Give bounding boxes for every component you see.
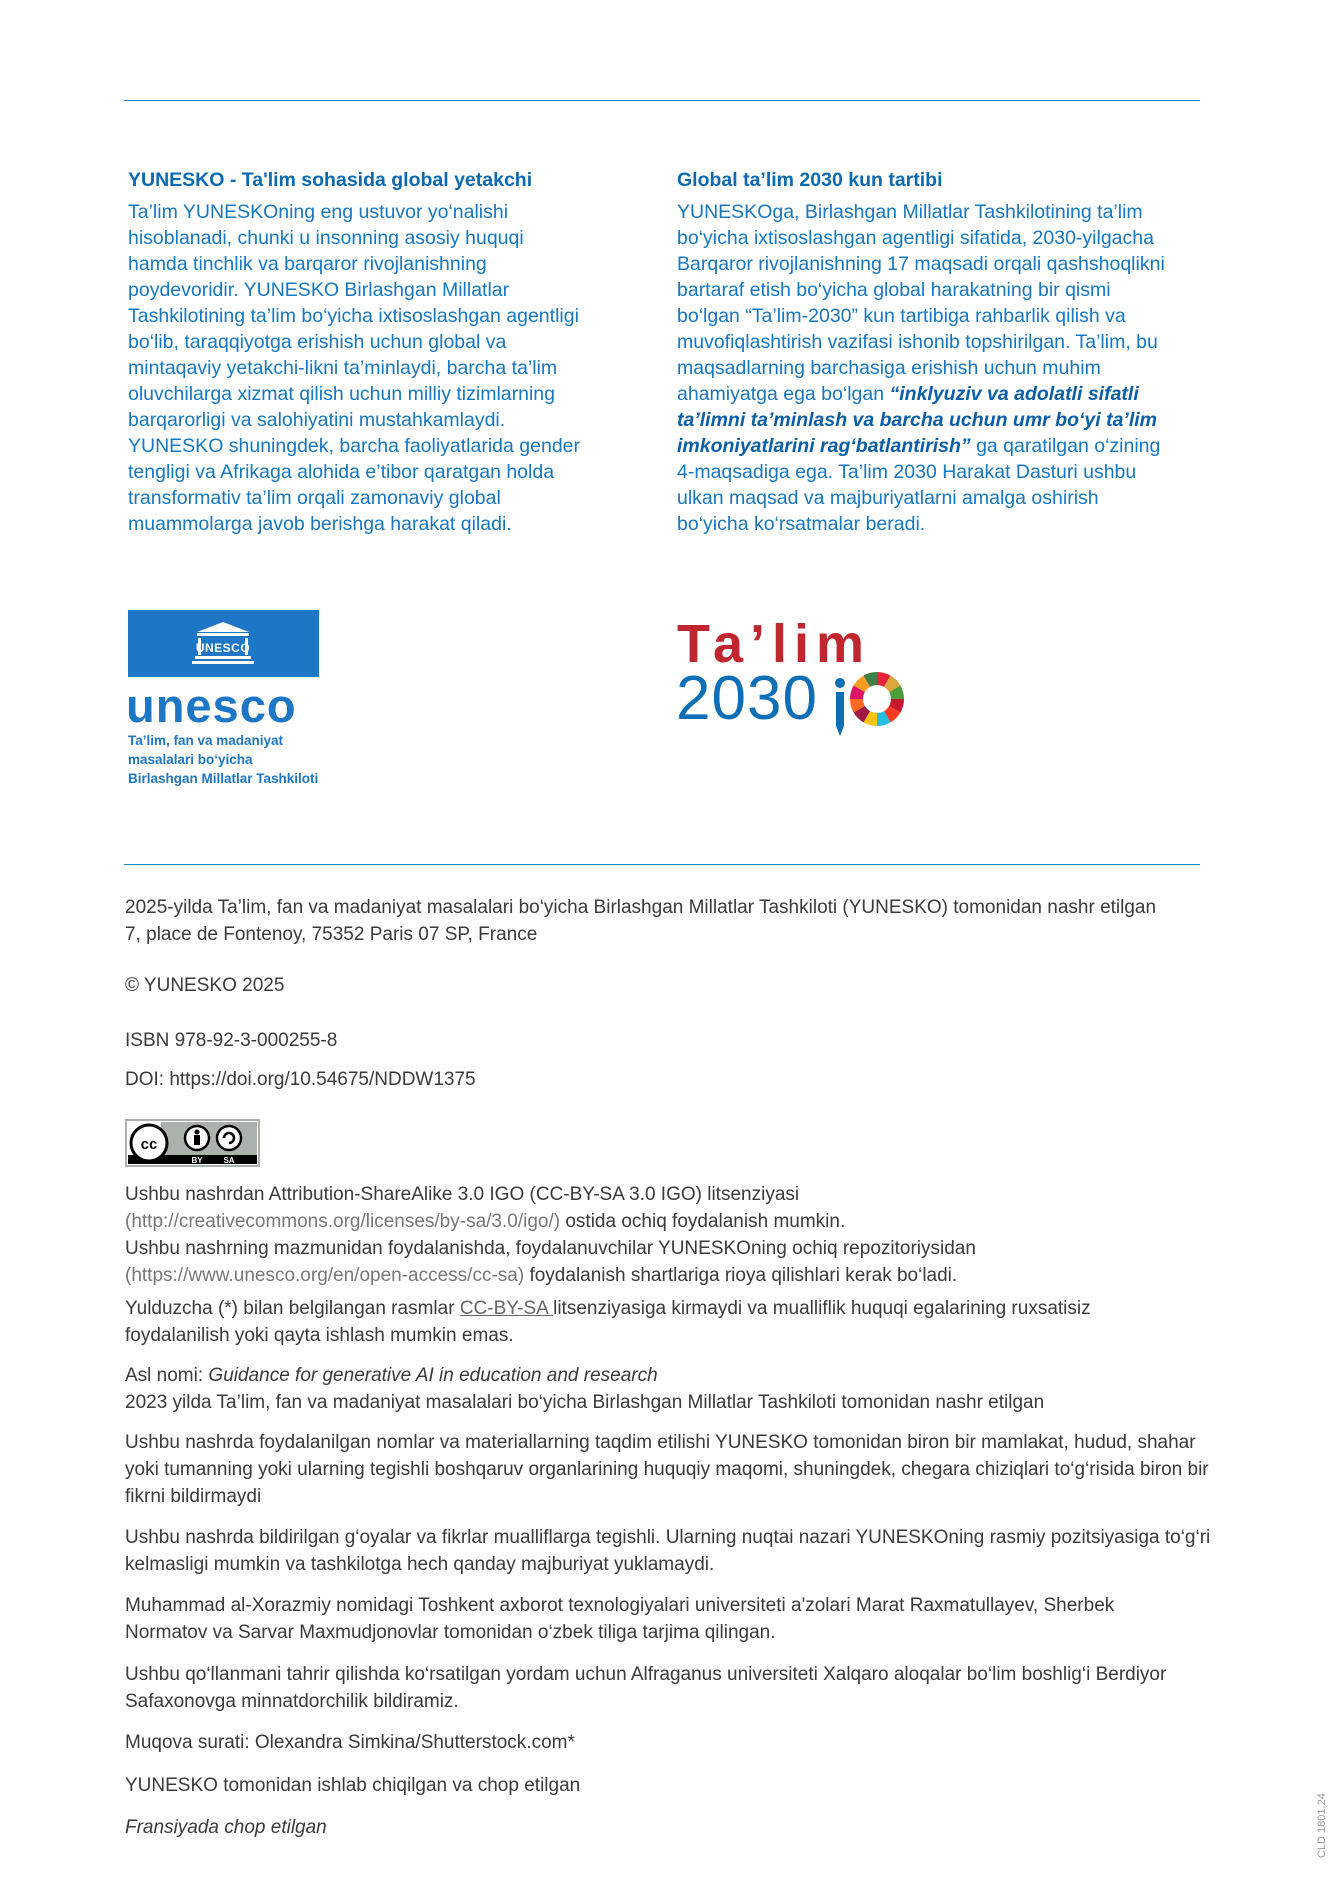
license-line4: foydalanish shartlariga rioya qilishlari kerak bo‘ladi.: [524, 1265, 958, 1286]
original-published: 2023 yilda Ta’lim, fan va madaniyat masalalari bo‘yicha Birlashgan Millatlar Tashkiloti tomonidan nashr etilgan: [125, 1392, 1045, 1413]
printed-location: [125, 1814, 1225, 1841]
cc-by-sa-badge: [125, 1119, 260, 1167]
unesco-temple-text: UNESCO: [195, 641, 251, 655]
top-divider: [124, 100, 1200, 101]
translation-credit: Muhammad al-Xorazmiy nomidagi Toshkent axborot texnologiyalari universiteti a'zolari Marat Raxmatullayev, Sherbek Normatov va Sarvar Maxmudjonovlar tomonidan o‘zbek tiliga tarjima qilingan.: [125, 1595, 1115, 1643]
asterisk-note-end: litsenziyasiga kirmaydi va mualliflik huquqi egalarining ruxsatisiz foydalanilish yoki qayta ishlash mumkin emas.: [125, 1298, 1091, 1346]
original-title: Guidance for generative AI in education and research: [208, 1365, 658, 1386]
cover-credit: Muqova surati: Olexandra Simkina/Shutterstock.com*: [125, 1732, 575, 1753]
svg-text:cc: cc: [140, 1136, 158, 1153]
disclaimer-opinions: Ushbu nashrda bildirilgan g‘oyalar va fikrlar mualliflarga tegishli. Ularning nuqtai nazari YUNESKOning rasmiy pozitsiyasiga to‘g‘ri kelmasligi mumkin va tashkilotga hech qanday majburiyat yuklamaydi.: [125, 1527, 1211, 1575]
unesco-leader-heading: YUNESKO - Ta'lim sohasida global yetakchi: [128, 169, 533, 191]
sa-share-alike-icon: [217, 1126, 241, 1150]
doi: DOI: https://doi.org/10.54675/NDDW1375: [125, 1069, 476, 1090]
unesco-subtitle: [128, 731, 318, 788]
talim-logo-title: Ta’lim: [677, 614, 872, 674]
published-line1: 2025-yilda Ta’lim, fan va madaniyat masalalari bo‘yicha Birlashgan Millatlar Tashkiloti (YUNESKO) tomonidan nashr etilgan: [125, 897, 1157, 918]
education-2030-emphasis: “inklyuziv va adolatli sifatli ta’limni ta’minlash va barcha uchun umr bo‘yi ta’lim imkoniyatlarini rag‘batlantirish”: [677, 383, 1158, 457]
isbn: ISBN 978-92-3-000255-8: [125, 1030, 338, 1051]
catalog-code: CLD 1801.24: [1316, 1793, 1328, 1858]
unesco-leader-section: [128, 167, 588, 537]
education-2030-section: [677, 167, 1167, 537]
education-2030-body-end: ga qaratilgan o‘zining 4-maqsadiga ega. Ta’lim 2030 Harakat Dasturi ushbu ulkan maqsad va majburiyatlarni amalga oshirish bo‘yicha ko‘rsatmalar beradi.: [677, 435, 1161, 535]
education-2030-heading: Global ta’lim 2030 kun tartibi: [677, 169, 943, 191]
sdg-wheel-icon: [848, 670, 906, 728]
unesco-leader-body: Ta’lim YUNESKOning eng ustuvor yo‘nalishi hisoblanadi, chunki u insonning asosiy huquqi hamda tinchlik va barqaror rivojlanishning poydevoridir. YUNESKO Birlashgan Millatlar Tashkilotining ta’lim bo‘yicha ixtisoslashgan agentligi bo‘lib, taraqqiyotga erishish uchun global va mintaqaviy yetakchi-likni ta’minlaydi, barcha ta’lim oluvchilarga xizmat qilish uchun milliy tizimlarning barqarorligi va salohiyatini mustahkamlaydi. YUNESKO shuningdek, barcha faoliyatlarida gender tengligi va Afrikaga alohida e’tibor qaratgan holda transformativ ta’lim orqali zamonaviy global muammolarga javob berishga harakat qiladi.: [128, 201, 581, 535]
original-title-label: Asl nomi:: [125, 1365, 209, 1386]
license-statement: [125, 1181, 1225, 1289]
talim-logo-pen-icon: [832, 678, 848, 738]
acknowledgement: Ushbu qo‘llanmani tahrir qilishda ko‘rsatilgan yordam uchun Alfraganus universiteti Xalqaro aloqalar bo‘lim boshlig‘i Berdiyor Safaxonovga minnatdorchilik bildiramiz.: [125, 1664, 1167, 1712]
published-address: 7, place de Fontenoy, 75352 Paris 07 SP, France: [125, 924, 538, 945]
publisher-statement: [125, 894, 1225, 948]
unesco-wordmark: unesco: [126, 679, 297, 732]
license-url-link[interactable]: (http://creativecommons.org/licenses/by-sa/3.0/igo/): [125, 1211, 561, 1232]
unesco-subtitle-line1: Ta’lim, fan va madaniyat: [128, 733, 284, 748]
repository-url-link[interactable]: (https://www.unesco.org/en/open-access/cc-sa): [125, 1265, 525, 1286]
license-line2: ostida ochiq foydalanish mumkin.: [560, 1211, 846, 1232]
unesco-temple-icon: [128, 610, 319, 677]
unesco-subtitle-line2: masalalari bo‘yicha: [128, 752, 253, 767]
printed-location-text: Fransiyada chop etilgan: [125, 1817, 327, 1838]
talim-logo-year: 2030: [676, 664, 818, 733]
license-line3: Ushbu nashrning mazmunidan foydalanishda, foydalanuvchilar YUNESKOning ochiq repozitoriysidan: [125, 1238, 976, 1259]
disclaimer-legal: Ushbu nashrda foydalanilgan nomlar va materiallarning taqdim etilishi YUNESKO tomonidan biron bir mamlakat, hudud, shahar yoki tumanning yoki ularning tegishli boshqaruv organlarining huquqiy maqomi, shuningdek, chegara chiziqlari to‘g‘risida biron bir fikrni bildirmaydi: [125, 1432, 1209, 1507]
education-2030-body-start: YUNESKOga, Birlashgan Millatlar Tashkilotining ta’lim bo‘yicha ixtisoslashgan agentligi sifatida, 2030-yilgacha Barqaror rivojlanishning 17 maqsadi orqali qashshoqlikni bartaraf etish bo‘yicha global harakatning bir qismi bo‘lgan “Ta’lim-2030” kun tartibiga rahbarlik qilish va muvofiqlashtirish vazifasi ishonib topshirilgan. Ta’lim, bu maqsadlarning barchasiga erishish uchun muhim ahamiyatga ega bo‘lgan: [677, 201, 1165, 405]
production-credit: YUNESKO tomonidan ishlab chiqilgan va chop etilgan: [125, 1775, 581, 1796]
asterisk-note: [125, 1295, 1145, 1349]
copyright: © YUNESKO 2025: [125, 975, 285, 996]
asterisk-note-start: Yulduzcha (*) bilan belgilangan rasmlar: [125, 1298, 460, 1319]
license-line1: Ushbu nashrdan Attribution-ShareAlike 3.0 IGO (CC-BY-SA 3.0 IGO) litsenziyasi: [125, 1184, 800, 1205]
cc-badge-sa: SA: [223, 1156, 235, 1165]
unesco-logo-box: [128, 610, 319, 677]
original-title-block: [125, 1362, 1225, 1416]
cc-badge-by: BY: [191, 1156, 203, 1165]
cc-by-sa-link[interactable]: CC-BY-SA: [459, 1298, 554, 1319]
unesco-subtitle-line3: Birlashgan Millatlar Tashkiloti: [128, 771, 319, 786]
middle-divider: [124, 864, 1200, 865]
education-2030-body: [677, 199, 1167, 537]
